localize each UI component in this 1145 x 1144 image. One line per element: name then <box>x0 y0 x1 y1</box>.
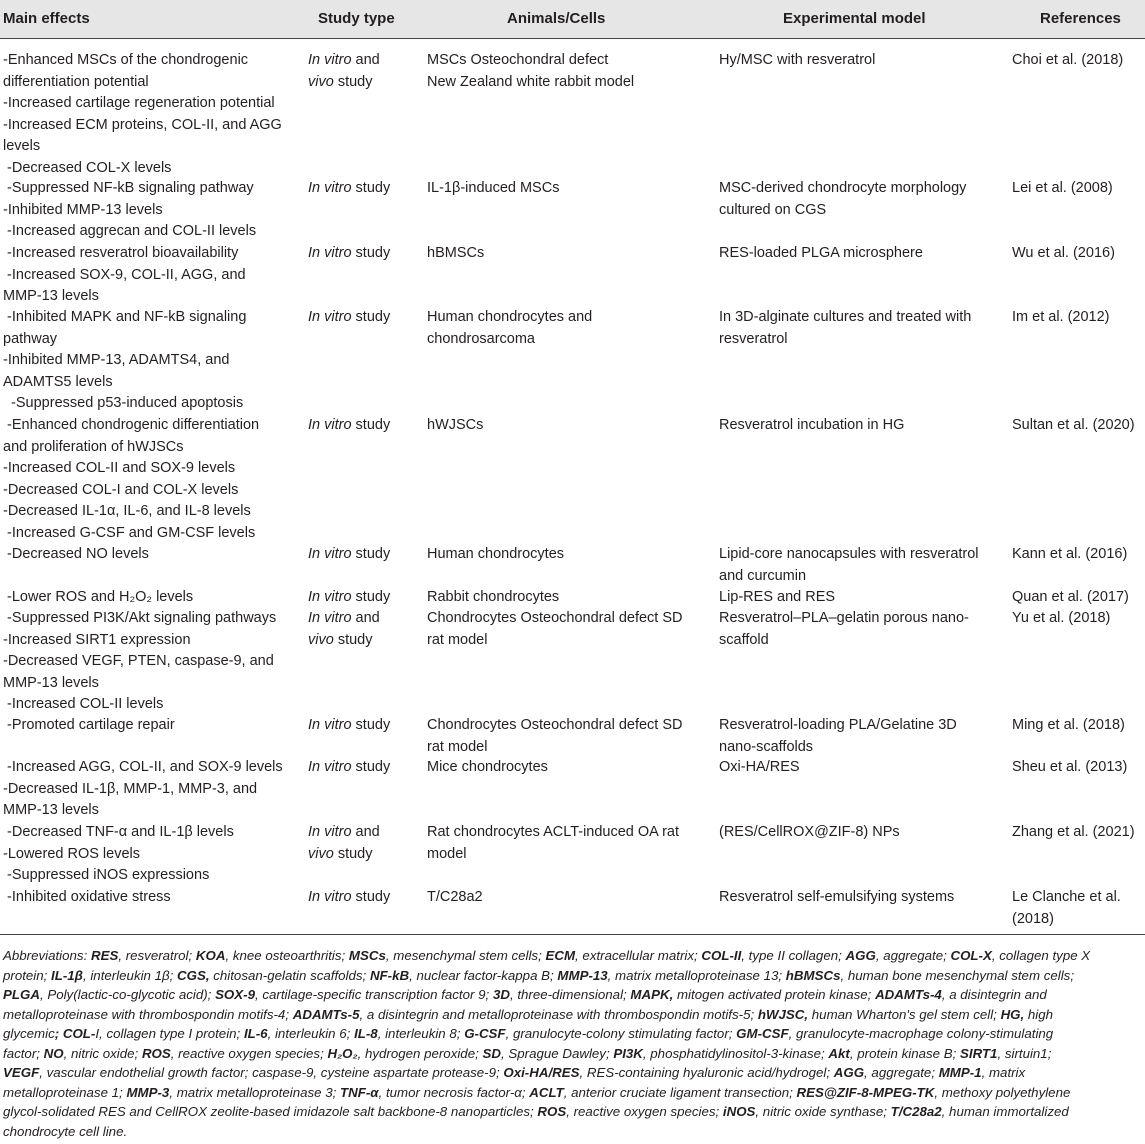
cell-line: -Increased SIRT1 expression <box>3 631 191 648</box>
abbreviation-text: , collagen type X <box>991 948 1091 963</box>
study-type-cell <box>308 307 390 329</box>
cell-line: rat model <box>427 738 488 755</box>
abbreviation-term: TNF-α <box>340 1084 379 1100</box>
cell-line: Zhang et al. (2021) <box>1012 824 1135 840</box>
animals-cells-cell <box>427 50 634 93</box>
cell-line: -Decreased COL-I and COL-X levels <box>3 481 239 498</box>
abbreviation-term: HG, <box>1000 1006 1025 1022</box>
study-type-cell <box>308 822 380 865</box>
abbreviation-text: , nitric oxide synthase; <box>755 1104 891 1119</box>
cell-line: -Inhibited MAPK and NF-kB signaling <box>3 309 247 325</box>
cell-line: -Increased AGG, COL-II, and SOX-9 levels <box>3 759 283 775</box>
study-type-cell <box>308 243 390 265</box>
cell-line: pathway <box>3 330 58 347</box>
cell-line: MSC-derived chondrocyte morphology <box>719 180 967 196</box>
abbreviation-term: ACLT <box>529 1084 564 1100</box>
cell-line: MMP-13 levels <box>3 288 99 304</box>
cell-line: -Increased aggrecan and COL-II levels <box>3 223 257 239</box>
abbreviation-text: , protein kinase B; <box>849 1045 960 1061</box>
cell-line: -Inhibited oxidative stress <box>3 889 171 905</box>
cell-line: model <box>427 845 467 862</box>
abbreviation-text: mitogen activated protein kinase; <box>673 987 876 1002</box>
cell-line: Mice chondrocytes <box>427 759 548 775</box>
abbreviation-term: MAPK, <box>630 987 674 1002</box>
main-effects-cell <box>3 178 256 243</box>
main-effects-cell <box>3 544 149 566</box>
abbreviation-term: 3D <box>492 987 510 1002</box>
reference-cell <box>1012 243 1115 265</box>
cell-line: Im et al. (2012) <box>1012 309 1110 325</box>
footnote-line <box>3 946 1141 966</box>
abbreviation-term: ECM <box>545 948 576 963</box>
main-effects-cell <box>3 415 259 544</box>
abbreviation-term: Akt <box>828 1045 850 1061</box>
reference-cell <box>1012 415 1135 437</box>
experimental-model-cell <box>719 50 875 72</box>
cell-line: resveratrol <box>719 330 788 347</box>
cell-line: -Promoted cartilage repair <box>3 717 175 733</box>
main-effects-cell <box>3 715 175 737</box>
cell-line: vivo study <box>308 73 373 90</box>
abbreviation-text: metalloproteinase with thrombospondin motifs-4; <box>3 1006 293 1022</box>
animals-cells-cell <box>427 415 483 437</box>
study-type-cell <box>308 544 390 566</box>
abbreviation-text: , matrix metalloproteinase 3; <box>169 1084 341 1100</box>
cell-line: New Zealand white rabbit model <box>427 73 635 90</box>
abbreviation-text: Abbreviations: <box>3 948 91 963</box>
cell-line: IL-1β-induced MSCs <box>427 180 560 196</box>
abbreviation-text: , type II collagen; <box>741 948 846 963</box>
cell-line: levels <box>3 138 41 154</box>
cell-line: -Increased ECM proteins, COL-II, and AGG <box>3 116 282 133</box>
main-effects-cell <box>3 243 246 308</box>
cell-line: -Suppressed PI3K/Akt signaling pathways <box>3 610 277 626</box>
cell-line: -Lowered ROS levels <box>3 845 140 862</box>
cell-line: Rat chondrocytes ACLT-induced OA rat <box>427 824 680 840</box>
cell-line: In vitro study <box>308 889 391 905</box>
abbreviation-text: , interleukin 6; <box>267 1026 355 1041</box>
abbreviation-text: , methoxy polyethylene <box>934 1084 1071 1100</box>
study-type-cell <box>308 887 390 909</box>
header-experimental-model: Experimental model <box>783 10 926 27</box>
footnote-line <box>3 1102 1141 1122</box>
abbreviation-text: , interleukin 8; <box>377 1026 465 1041</box>
main-effects-cell <box>3 50 282 179</box>
main-effects-cell <box>3 757 283 822</box>
abbreviation-text: , reactive oxygen species; <box>170 1045 328 1061</box>
abbreviation-term: ROS <box>141 1045 171 1061</box>
cell-line: Yu et al. (2018) <box>1012 610 1111 626</box>
abbreviation-text: , reactive oxygen species; <box>566 1104 723 1119</box>
abbreviation-term: VEGF <box>3 1065 40 1080</box>
abbreviation-text: , anterior cruciate ligament transection; <box>563 1084 797 1100</box>
cell-line: chondrosarcoma <box>427 330 535 347</box>
abbreviation-term: AGG <box>845 948 876 963</box>
abbreviation-text: , nuclear factor-kappa B; <box>409 967 558 983</box>
abbreviation-text: , a disintegrin and <box>941 987 1047 1002</box>
study-type-cell <box>308 757 390 779</box>
cell-line: RES-loaded PLGA microsphere <box>719 245 923 261</box>
cell-line: hWJSCs <box>427 417 484 433</box>
abbreviation-term: ADAMTs-5 <box>292 1006 360 1022</box>
abbreviation-term: PI3K <box>613 1045 643 1061</box>
cell-line: In vitro study <box>308 180 391 196</box>
experimental-model-cell <box>719 757 800 779</box>
abbreviation-term: RES <box>90 948 119 963</box>
abbreviation-term: hWJSC, <box>757 1006 809 1022</box>
animals-cells-cell <box>427 307 592 350</box>
cell-line: -Increased SOX-9, COL-II, AGG, and <box>3 266 246 283</box>
experimental-model-cell <box>719 822 900 844</box>
abbreviation-term: PLGA <box>3 987 40 1002</box>
table-header <box>0 0 1145 39</box>
cell-line: -Increased COL-II levels <box>3 696 164 712</box>
experimental-model-cell <box>719 178 966 221</box>
abbreviation-term: T/C28a2 <box>890 1104 942 1119</box>
abbreviation-text: , a disintegrin and metalloproteinase with thrombospondin motifs-5; <box>359 1006 758 1022</box>
cell-line: -Suppressed p53-induced apoptosis <box>3 395 244 411</box>
header-animals-cells: Animals/Cells <box>507 10 606 27</box>
abbreviation-text: , extracellular matrix; <box>575 948 702 963</box>
cell-line: In vitro study <box>308 245 391 261</box>
abbreviation-term: G-CSF <box>464 1026 506 1041</box>
cell-line: -Increased COL-II and SOX-9 levels <box>3 460 236 476</box>
animals-cells-cell <box>427 715 683 758</box>
abbreviation-text: , human bone mesenchymal stem cells; <box>840 967 1075 983</box>
cell-line: -Suppressed iNOS expressions <box>3 867 210 883</box>
cell-line: T/C28a2 <box>427 889 483 905</box>
abbreviation-text: , three-dimensional; <box>509 987 631 1002</box>
cell-line: (2018) <box>1012 910 1054 927</box>
abbreviation-term: iNOS <box>722 1104 756 1119</box>
experimental-model-cell <box>719 415 904 437</box>
cell-line: Human chondrocytes <box>427 546 565 562</box>
abbreviation-term: IL-1β <box>51 967 83 983</box>
experimental-model-cell <box>719 544 979 587</box>
cell-line: -Inhibited MMP-13, ADAMTS4, and <box>3 352 230 368</box>
abbreviation-term: MMP-13 <box>557 967 608 983</box>
study-type-cell <box>308 587 390 609</box>
cell-line: -Suppressed NF-kB signaling pathway <box>3 180 254 196</box>
abbreviation-term: SD <box>482 1045 501 1061</box>
cell-line: -Inhibited MMP-13 levels <box>3 201 163 218</box>
cell-line: nano-scaffolds <box>719 738 814 755</box>
footnote-line <box>3 1024 1141 1044</box>
animals-cells-cell <box>427 243 484 265</box>
abbreviation-term: ROS <box>537 1104 567 1119</box>
experimental-model-cell <box>719 307 971 350</box>
cell-line: -Decreased TNF-α and IL-1β levels <box>3 824 234 840</box>
footnote-line <box>3 1122 1141 1142</box>
cell-line: -Decreased IL-1β, MMP-1, MMP-3, and <box>3 780 258 797</box>
abbreviation-term: MMP-1 <box>938 1065 982 1080</box>
cell-line: Oxi-HA/RES <box>719 759 800 775</box>
abbreviation-term: COL-II <box>701 948 742 963</box>
cell-line: Choi et al. (2018) <box>1012 52 1124 68</box>
experimental-model-cell <box>719 587 835 609</box>
cell-line: Kann et al. (2016) <box>1012 546 1128 562</box>
table-bottom-rule <box>0 934 1145 935</box>
abbreviation-text: protein; <box>3 967 52 983</box>
cell-line: hBMSCs <box>427 245 485 261</box>
cell-line: -Increased G-CSF and GM-CSF levels <box>3 524 256 541</box>
cell-line: In vitro and <box>308 824 380 840</box>
abbreviations-footnote <box>3 946 1141 1141</box>
abbreviation-text: , interleukin 1β; <box>82 967 178 983</box>
abbreviation-term: H₂O₂ <box>327 1045 358 1061</box>
abbreviation-term: RES@ZIF-8-MPEG-TK <box>796 1084 935 1100</box>
cell-line: Rabbit chondrocytes <box>427 589 560 605</box>
cell-line: MSCs Osteochondral defect <box>427 52 609 68</box>
main-effects-cell <box>3 822 234 887</box>
abbreviation-term: COL-X <box>950 948 992 963</box>
abbreviation-text: , resveratrol; <box>118 948 196 963</box>
cell-line: vivo study <box>308 631 373 648</box>
abbreviation-term: MSCs <box>348 948 386 963</box>
cell-line: In vitro study <box>308 309 391 325</box>
cell-line: Human chondrocytes and <box>427 309 593 325</box>
reference-cell <box>1012 50 1123 72</box>
footnote-line <box>3 1063 1141 1083</box>
animals-cells-cell <box>427 608 683 651</box>
abbreviation-text: glycemic <box>3 1026 55 1041</box>
footnote-line <box>3 1044 1141 1064</box>
cell-line: Sultan et al. (2020) <box>1012 417 1135 433</box>
abbreviation-text: high <box>1024 1006 1054 1022</box>
cell-line: Lei et al. (2008) <box>1012 180 1113 196</box>
cell-line: -Increased cartilage regeneration potential <box>3 95 275 111</box>
reference-cell <box>1012 887 1121 930</box>
abbreviation-text: chitosan-gelatin scaffolds; <box>209 967 370 983</box>
reference-cell <box>1012 715 1125 737</box>
abbreviation-term: hBMSCs <box>785 967 841 983</box>
cell-line: vivo study <box>308 845 373 862</box>
cell-line: Resveratrol self-emulsifying systems <box>719 889 955 905</box>
abbreviation-term: SOX-9 <box>215 987 255 1002</box>
abbreviation-text: , RES-containing hyaluronic acid/hydrogel; <box>579 1065 834 1080</box>
cell-line: In 3D-alginate cultures and treated with <box>719 309 972 325</box>
abbreviation-term: NO <box>43 1045 64 1061</box>
cell-line: MMP-13 levels <box>3 802 99 818</box>
reference-cell <box>1012 178 1113 200</box>
reference-cell <box>1012 307 1110 329</box>
reference-cell <box>1012 757 1127 779</box>
study-type-cell <box>308 608 380 651</box>
cell-line: In vitro study <box>308 589 391 605</box>
abbreviation-term: IL-8 <box>354 1026 378 1041</box>
animals-cells-cell <box>427 887 483 909</box>
abbreviation-term: IL-6 <box>243 1026 268 1041</box>
abbreviation-text: , tumor necrosis factor-α; <box>378 1084 530 1100</box>
cell-line: Chondrocytes Osteochondral defect SD <box>427 610 683 626</box>
cell-line: Resveratrol incubation in HG <box>719 417 905 433</box>
cell-line: -Decreased IL-1α, IL-6, and IL-8 levels <box>3 503 251 519</box>
footnote-line <box>3 1083 1141 1103</box>
abbreviation-term: ; COL- <box>54 1026 96 1041</box>
study-type-cell <box>308 178 390 200</box>
abbreviation-text: , sirtuin1; <box>997 1045 1052 1061</box>
main-effects-cell <box>3 307 246 415</box>
abbreviation-text: , mesenchymal stem cells; <box>385 948 546 963</box>
abbreviation-text: , vascular endothelial growth factor; caspase-9, cysteine aspartate protease-9; <box>39 1065 504 1080</box>
cell-line: Quan et al. (2017) <box>1012 589 1129 605</box>
abbreviation-term: MMP-3 <box>126 1084 170 1100</box>
abbreviation-text: , matrix metalloproteinase 13; <box>607 967 786 983</box>
study-type-cell <box>308 415 390 437</box>
abbreviation-text: , hydrogen peroxide; <box>357 1045 483 1061</box>
cell-line: In vitro study <box>308 759 391 775</box>
study-type-cell <box>308 715 390 737</box>
footnote-line <box>3 985 1141 1005</box>
abbreviation-text: , aggregate; <box>875 948 951 963</box>
cell-line: Sheu et al. (2013) <box>1012 759 1128 775</box>
abbreviation-text: metalloproteinase 1; <box>3 1084 127 1100</box>
cell-line: cultured on CGS <box>719 201 827 218</box>
study-type-cell <box>308 50 380 93</box>
cell-line: Lipid-core nanocapsules with resveratrol <box>719 546 979 562</box>
reference-cell <box>1012 608 1110 630</box>
animals-cells-cell <box>427 822 679 865</box>
reference-cell <box>1012 822 1135 844</box>
cell-line: and curcumin <box>719 567 807 584</box>
abbreviation-text: I, collagen type I protein; <box>95 1026 244 1041</box>
cell-line: Wu et al. (2016) <box>1012 245 1115 261</box>
cell-line: Resveratrol-loading PLA/Gelatine 3D <box>719 717 957 733</box>
experimental-model-cell <box>719 608 969 651</box>
abbreviation-text: , granulocyte-colony stimulating factor; <box>505 1026 737 1041</box>
cell-line: In vitro study <box>308 717 391 733</box>
cell-line: In vitro study <box>308 546 391 562</box>
header-study-type: Study type <box>318 10 395 27</box>
cell-line: In vitro and <box>308 52 380 68</box>
footnote-line <box>3 1005 1141 1025</box>
header-main-effects: Main effects <box>3 10 90 27</box>
animals-cells-cell <box>427 757 548 779</box>
cell-line: -Increased resveratrol bioavailability <box>3 245 239 261</box>
cell-line: scaffold <box>719 631 769 648</box>
cell-line: Resveratrol–PLA–gelatin porous nano- <box>719 610 969 626</box>
abbreviation-term: GM-CSF <box>736 1026 789 1041</box>
abbreviation-text: , cartilage-specific transcription factor 9; <box>254 987 493 1002</box>
cell-line: Hy/MSC with resveratrol <box>719 52 876 68</box>
abbreviation-term: NF-kB <box>369 967 410 983</box>
cell-line: rat model <box>427 631 488 648</box>
abbreviation-text: glycol-solidated RES and CellROX zeolite-based imidazole salt backbone-8 nanoparticles; <box>3 1104 538 1119</box>
abbreviation-text: , Sprague Dawley; <box>500 1045 614 1061</box>
abbreviation-term: Oxi-HA/RES <box>503 1065 580 1080</box>
abbreviation-text: , aggregate; <box>864 1065 939 1080</box>
animals-cells-cell <box>427 587 559 609</box>
abbreviation-text: , matrix <box>981 1065 1026 1080</box>
cell-line: Chondrocytes Osteochondral defect SD <box>427 717 683 733</box>
reference-cell <box>1012 587 1129 609</box>
cell-line: Le Clanche et al. <box>1012 889 1121 905</box>
abbreviation-term: KOA <box>195 948 226 963</box>
abbreviation-text: chondrocyte cell line. <box>3 1123 128 1139</box>
main-effects-cell <box>3 887 171 909</box>
cell-line: and proliferation of hWJSCs <box>3 438 184 455</box>
cell-line: ADAMTS5 levels <box>3 373 113 390</box>
cell-line: -Decreased NO levels <box>3 546 149 562</box>
abbreviation-text: , nitric oxide; <box>63 1045 142 1061</box>
cell-line: (RES/CellROX@ZIF-8) NPs <box>719 824 900 840</box>
abbreviation-term: SIRT1 <box>960 1045 998 1061</box>
cell-line: -Enhanced MSCs of the chondrogenic <box>3 52 249 68</box>
cell-line: MMP-13 levels <box>3 674 99 691</box>
cell-line: -Decreased COL-X levels <box>3 159 172 176</box>
cell-line: -Lower ROS and H₂O₂ levels <box>3 589 194 605</box>
abbreviation-term: AGG <box>833 1065 865 1080</box>
animals-cells-cell <box>427 178 559 200</box>
cell-line: Lip-RES and RES <box>719 589 836 605</box>
abbreviation-text: , phosphatidylinositol-3-kinase; <box>642 1045 829 1061</box>
footnote-line <box>3 966 1141 986</box>
reference-cell <box>1012 544 1127 566</box>
abbreviation-text: , granulocyte-macrophage colony-stimulating <box>788 1026 1054 1041</box>
abbreviation-term: CGS, <box>177 967 210 983</box>
cell-line: In vitro study <box>308 417 391 433</box>
cell-line: In vitro and <box>308 610 380 626</box>
abbreviation-text: human Wharton's gel stem cell; <box>808 1006 1001 1022</box>
animals-cells-cell <box>427 544 564 566</box>
cell-line: -Decreased VEGF, PTEN, caspase-9, and <box>3 653 274 669</box>
experimental-model-cell <box>719 243 923 265</box>
experimental-model-cell <box>719 887 954 909</box>
cell-line: differentiation potential <box>3 73 149 90</box>
abbreviation-text: , Poly(lactic-co-glycotic acid); <box>39 987 216 1002</box>
cell-line: Ming et al. (2018) <box>1012 717 1125 733</box>
experimental-model-cell <box>719 715 957 758</box>
abbreviation-text: factor; <box>3 1045 44 1061</box>
abbreviation-text: , knee osteoarthritis; <box>225 948 349 963</box>
main-effects-cell <box>3 587 193 609</box>
main-effects-cell <box>3 608 276 716</box>
abbreviation-term: ADAMTs-4 <box>875 987 942 1002</box>
cell-line: -Enhanced chondrogenic differentiation <box>3 417 260 433</box>
header-references: References <box>1040 10 1121 27</box>
abbreviation-text: , human immortalized <box>941 1104 1069 1119</box>
